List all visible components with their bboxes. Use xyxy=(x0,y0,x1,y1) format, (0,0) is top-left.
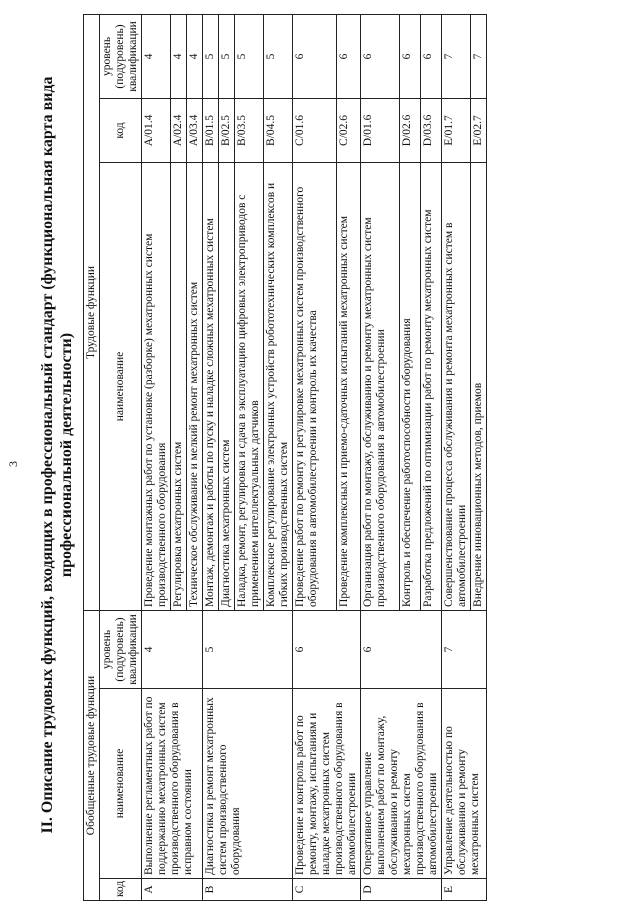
group-name: Оперативное управление выполнением работ по монтажу, обслуживанию и ремонту мехатронных систем производственного оборудования в автомобилестроении xyxy=(361,689,442,879)
function-name: Монтаж, демонтаж и работы по пуску и наладке сложных мехатронных систем xyxy=(203,162,219,610)
function-level: 5 xyxy=(264,14,293,98)
function-name: Проведение работ по ремонту и регулировке мехатронных систем производственного оборудования в автомобилестроении и контроль их качества xyxy=(293,162,337,610)
function-name: Разработка предложений по оптимизации работ по ремонту мехатронных систем xyxy=(420,162,441,610)
header-function-code: код xyxy=(100,98,142,162)
function-name: Комплексное регулирование электронных устройств робототехнических комплексов и гибких производственных систем xyxy=(264,162,293,610)
header-name: наименование xyxy=(100,689,142,879)
group-name: Управление деятельностью по обслуживанию и ремонту мехатронных систем xyxy=(442,689,487,879)
group-level: 6 xyxy=(293,610,361,688)
group-name: Выполнение регламентных работ по поддержанию мехатронных систем производственного оборудования в исправном состоянии xyxy=(142,689,203,879)
header-level-line: (подуровень) xyxy=(114,617,126,682)
function-level: 6 xyxy=(361,14,400,98)
function-name: Совершенствование процесса обслуживания и ремонта мехатронных систем в автомобилестроении xyxy=(442,162,471,610)
header-level-line: уровень xyxy=(101,36,113,77)
function-level: 4 xyxy=(171,14,187,98)
function-code: B/03.5 xyxy=(235,98,264,162)
function-code: B/01.5 xyxy=(203,98,219,162)
function-level: 4 xyxy=(187,14,203,98)
function-code: C/02.6 xyxy=(336,98,360,162)
function-name: Проведение монтажных работ по установке (разборке) мехатронных систем производственного оборудования xyxy=(142,162,171,610)
function-level: 6 xyxy=(420,14,441,98)
function-level: 6 xyxy=(336,14,360,98)
group-code: C xyxy=(293,879,361,901)
header-level-line: квалификации xyxy=(127,614,139,685)
function-code: D/01.6 xyxy=(361,98,400,162)
header-row-1 xyxy=(84,14,100,900)
function-level: 5 xyxy=(203,14,219,98)
header-row-2 xyxy=(100,14,142,900)
function-code: E/01.7 xyxy=(442,98,471,162)
functional-map-table xyxy=(83,14,487,901)
function-name: Диагностика мехатронных систем xyxy=(219,162,235,610)
function-name: Проведение комплексных и приемо-сдаточных испытаний мехатронных систем xyxy=(336,162,360,610)
header-code: код xyxy=(100,879,142,901)
header-function-level xyxy=(100,14,142,98)
group-name: Проведение и контроль работ по ремонту, монтажу, испытаниям и наладке мехатронных систем производственного оборудования в автомобилестроении xyxy=(293,689,361,879)
page-title xyxy=(38,55,76,855)
group-level: 5 xyxy=(203,610,293,688)
function-code: D/02.6 xyxy=(399,98,420,162)
page-number: 3 xyxy=(6,461,20,467)
function-name: Регулировка мехатронных систем xyxy=(171,162,187,610)
function-level: 5 xyxy=(235,14,264,98)
table-row xyxy=(361,14,400,900)
group-code: B xyxy=(203,879,293,901)
function-name: Внедрение инновационных методов, приемов xyxy=(471,162,487,610)
function-level: 6 xyxy=(399,14,420,98)
function-level: 7 xyxy=(442,14,471,98)
function-code: B/04.5 xyxy=(264,98,293,162)
function-code: A/01.4 xyxy=(142,98,171,162)
function-code: A/02.4 xyxy=(171,98,187,162)
function-level: 6 xyxy=(293,14,337,98)
group-level: 6 xyxy=(361,610,442,688)
group-level: 7 xyxy=(442,610,487,688)
function-name: Наладка, ремонт, регулировка и сдача в эксплуатацию цифровых электроприводов с применением интеллектуальных датчиков xyxy=(235,162,264,610)
function-code: D/03.6 xyxy=(420,98,441,162)
group-code: A xyxy=(142,879,203,901)
function-code: A/03.4 xyxy=(187,98,203,162)
function-code: B/02.5 xyxy=(219,98,235,162)
function-name: Контроль и обеспечение работоспособности оборудования xyxy=(399,162,420,610)
table-row xyxy=(442,14,471,900)
table-row xyxy=(293,14,337,900)
table-row xyxy=(203,14,219,900)
header-level-line: квалификации xyxy=(127,21,139,92)
function-level: 5 xyxy=(219,14,235,98)
group-name: Диагностика и ремонт мехатронных систем производственного оборудования xyxy=(203,689,293,879)
function-name: Техническое обслуживание и мелкий ремонт мехатронных систем xyxy=(187,162,203,610)
function-code: E/02.7 xyxy=(471,98,487,162)
title-line-2: профессиональной деятельности) xyxy=(58,332,75,578)
header-function-name: наименование xyxy=(100,162,142,610)
header-functions: Трудовые функции xyxy=(84,14,100,610)
group-code: E xyxy=(442,879,487,901)
group-level: 4 xyxy=(142,610,203,688)
function-name: Организация работ по монтажу, обслуживанию и ремонту мехатронных систем производственного оборудования в автомобилестроении xyxy=(361,162,400,610)
group-code: D xyxy=(361,879,442,901)
function-level: 4 xyxy=(142,14,171,98)
header-level-line: (подуровень) xyxy=(114,24,126,89)
table-body xyxy=(142,14,487,900)
header-level-line: уровень xyxy=(101,629,113,670)
title-line-1: II. Описание трудовых функций, входящих в профессиональный стандарт (функциональная карта вида xyxy=(39,76,56,834)
table-row xyxy=(142,14,171,900)
function-level: 7 xyxy=(471,14,487,98)
header-level xyxy=(100,610,142,688)
function-code: C/01.6 xyxy=(293,98,337,162)
header-generalized: Обобщенные трудовые функции xyxy=(84,610,100,900)
